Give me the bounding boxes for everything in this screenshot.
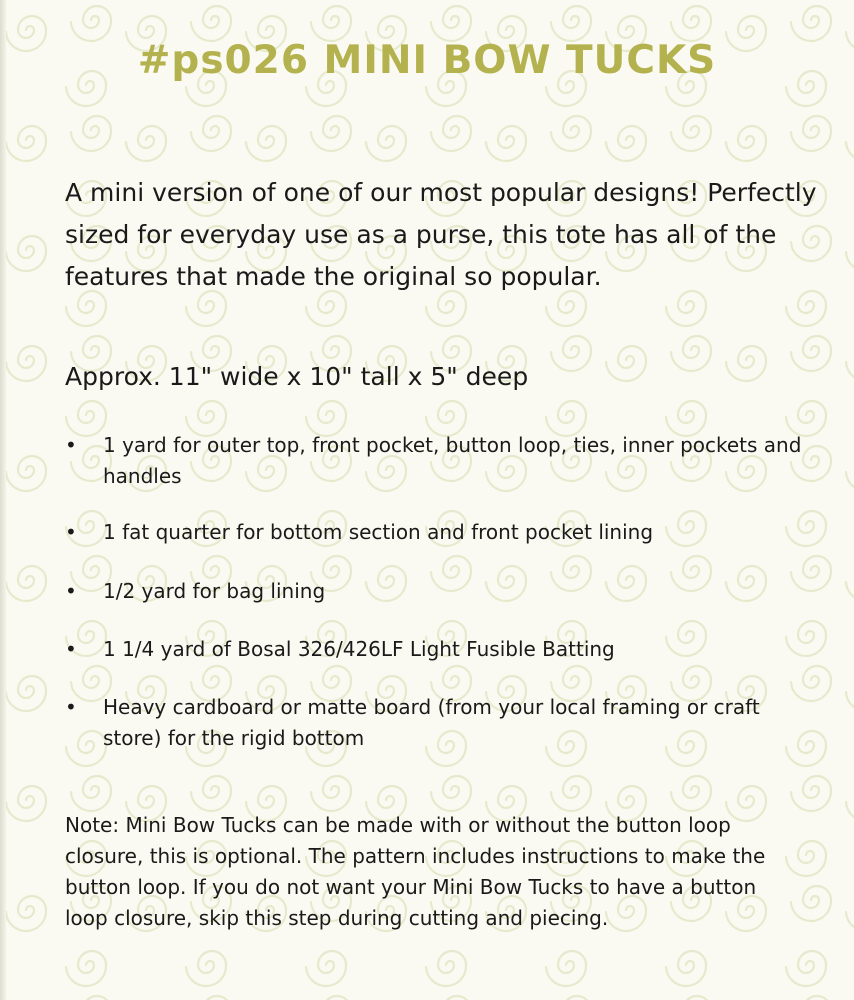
bullet-icon: • [65, 637, 77, 661]
intro-paragraph: A mini version of one of our most popular designs! Perfectly sized for everyday use as a purse, this tote has all of the features that made the original so popular. [65, 178, 817, 291]
page-title: #ps026 MINI BOW TUCKS [137, 38, 717, 83]
material-text: 1 yard for outer top, front pocket, button loop, ties, inner pockets and handles [103, 433, 802, 488]
bullet-icon: • [65, 695, 77, 719]
dimensions-text: Approx. 11" wide x 10" tall x 5" deep [65, 362, 529, 391]
note-paragraph: Note: Mini Bow Tucks can be made with or without the button loop closure, this is optional. The pattern includes instructions to make the button loop. If you do not want your Mini Bow Tucks to have a button loop closure, skip this step during cutting and piecing. [65, 813, 766, 930]
bullet-icon: • [65, 579, 77, 603]
bullet-icon: • [65, 520, 77, 544]
material-text: 1/2 yard for bag lining [103, 579, 326, 603]
bullet-icon: • [65, 433, 77, 457]
material-text: 1 fat quarter for bottom section and front pocket lining [103, 520, 654, 544]
material-text: 1 1/4 yard of Bosal 326/426LF Light Fusible Batting [103, 637, 615, 661]
material-text: Heavy cardboard or matte board (from your local framing or craft store) for the rigid bottom [103, 695, 760, 750]
